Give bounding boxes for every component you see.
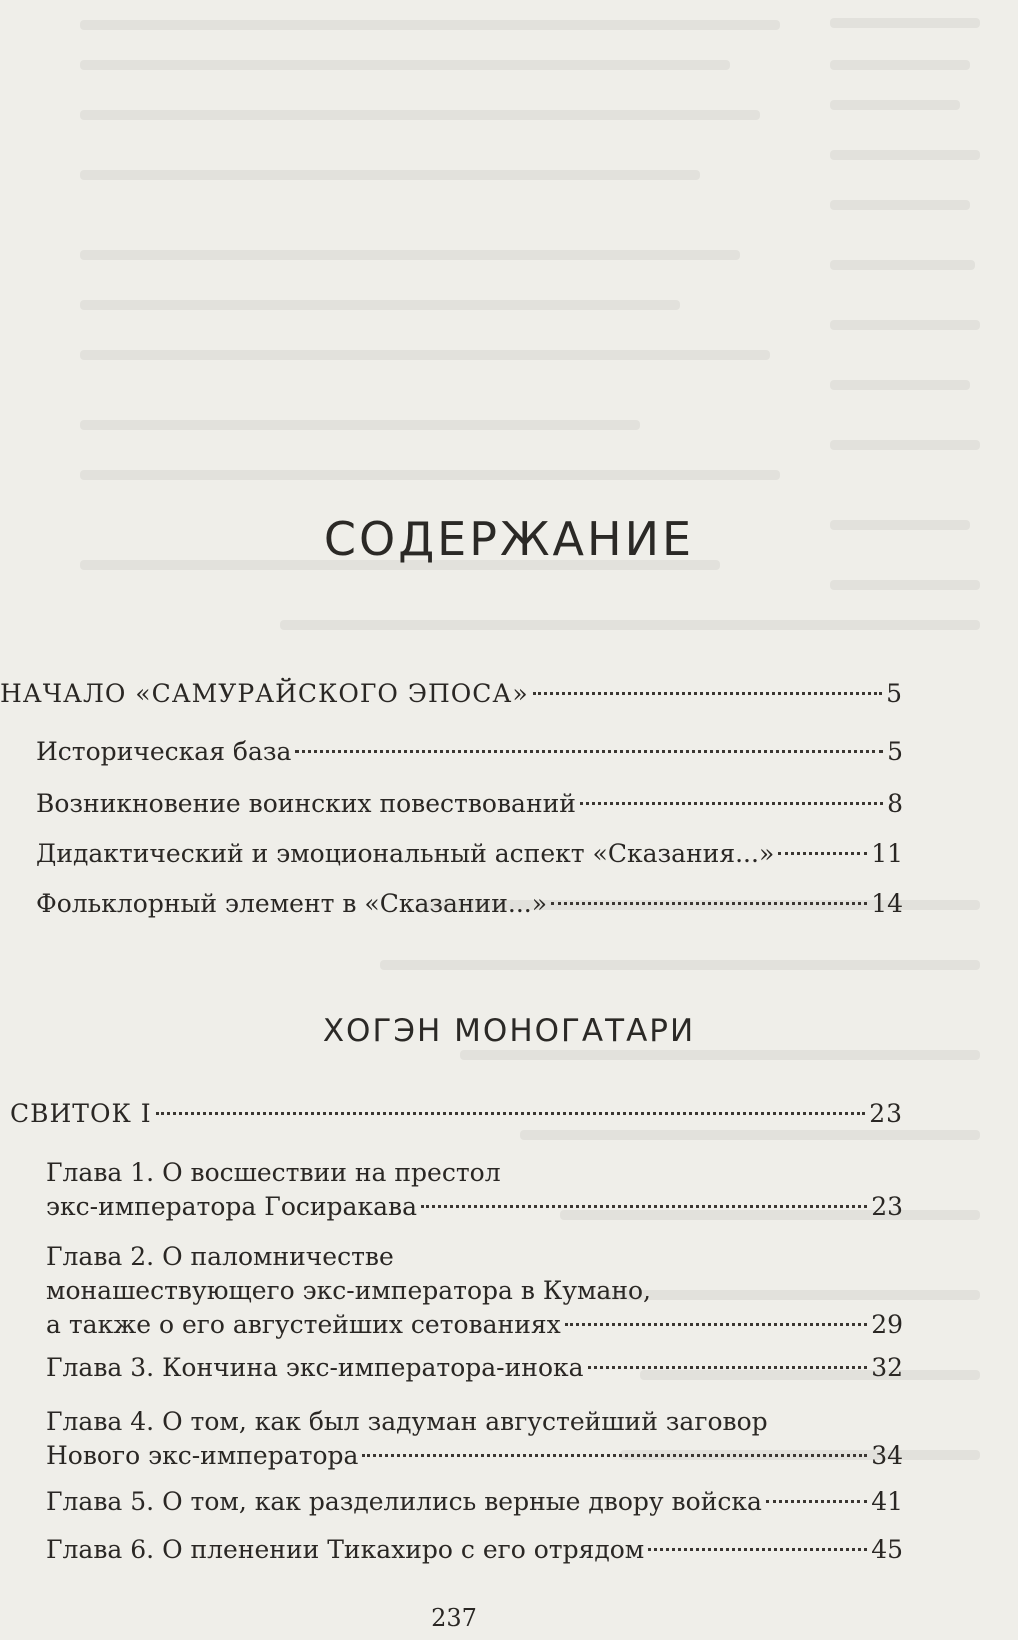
leader-dots xyxy=(551,902,867,905)
leader-dots xyxy=(533,692,882,695)
leader-dots xyxy=(580,802,883,805)
section-title: ХОГЭН МОНОГАТАРИ xyxy=(322,1013,696,1049)
toc-chapter[interactable] xyxy=(46,1405,903,1473)
toc-entry-page: 34 xyxy=(871,1441,903,1470)
toc-entry[interactable] xyxy=(36,838,903,870)
toc-chapter-line: Глава 3. Кончина экс-императора-инока xyxy=(46,1353,584,1382)
toc-chapter[interactable] xyxy=(46,1156,903,1224)
toc-chapter[interactable] xyxy=(46,1534,903,1566)
toc-entry-title: Возникновение воинских повествований xyxy=(36,789,576,818)
toc-chapter[interactable] xyxy=(46,1352,903,1384)
toc-chapter-line: Глава 5. О том, как разделились верные двору войска xyxy=(46,1487,762,1516)
toc-chapter[interactable] xyxy=(46,1240,903,1342)
leader-dots xyxy=(156,1112,866,1115)
leader-dots xyxy=(648,1548,867,1551)
toc-entry[interactable] xyxy=(36,736,903,768)
toc-entry-page: 23 xyxy=(871,1192,903,1221)
toc-entry-title: Дидактический и эмоциональный аспект «Сказания...» xyxy=(36,839,775,868)
toc-entry[interactable] xyxy=(36,788,903,820)
toc-entry-page: 11 xyxy=(871,839,903,868)
toc-entry-page: 5 xyxy=(886,679,903,708)
page-number: 237 xyxy=(431,1604,477,1632)
toc-chapter-line: Глава 4. О том, как был задуман августейший заговор xyxy=(46,1407,768,1436)
toc-chapter-line: Глава 2. О паломничестве xyxy=(46,1242,394,1271)
toc-entry-title: НАЧАЛО «САМУРАЙСКОГО ЭПОСА» xyxy=(0,679,529,708)
toc-entry-page: 23 xyxy=(869,1099,903,1128)
toc-entry-page: 29 xyxy=(871,1310,903,1339)
toc-chapter-line: Нового экс-императора xyxy=(46,1441,359,1470)
toc-entry-title: СВИТОК I xyxy=(10,1099,152,1128)
toc-entry-page: 5 xyxy=(887,737,903,766)
toc-chapter-line: экс-императора Госиракава xyxy=(46,1192,417,1221)
leader-dots xyxy=(295,750,883,753)
toc-entry-page: 14 xyxy=(871,889,903,918)
toc-entry-intro[interactable] xyxy=(0,678,903,710)
leader-dots xyxy=(588,1366,868,1369)
toc-entry[interactable] xyxy=(36,888,903,920)
toc-chapter-line: а также о его августейших сетованиях xyxy=(46,1310,561,1339)
leader-dots xyxy=(778,852,867,855)
leader-dots xyxy=(421,1205,867,1208)
toc-entry-page: 32 xyxy=(871,1353,903,1382)
leader-dots xyxy=(362,1454,867,1457)
toc-chapter-line: Глава 1. О восшествии на престол xyxy=(46,1158,501,1187)
toc-chapter-line: монашествующего экс-императора в Кумано, xyxy=(46,1276,651,1305)
toc-entry-page: 8 xyxy=(887,789,903,818)
toc-chapter-line: Глава 6. О пленении Тикахиро с его отрядом xyxy=(46,1535,645,1564)
toc-entry-title: Историческая база xyxy=(36,737,292,766)
toc-entry-page: 41 xyxy=(871,1487,903,1516)
page-title: СОДЕРЖАНИЕ xyxy=(323,512,695,566)
toc-chapter[interactable] xyxy=(46,1486,903,1518)
toc-entry-scroll[interactable] xyxy=(10,1098,903,1130)
leader-dots xyxy=(565,1323,867,1326)
leader-dots xyxy=(766,1500,867,1503)
toc-entry-page: 45 xyxy=(871,1535,903,1564)
toc-entry-title: Фольклорный элемент в «Сказании...» xyxy=(36,889,548,918)
